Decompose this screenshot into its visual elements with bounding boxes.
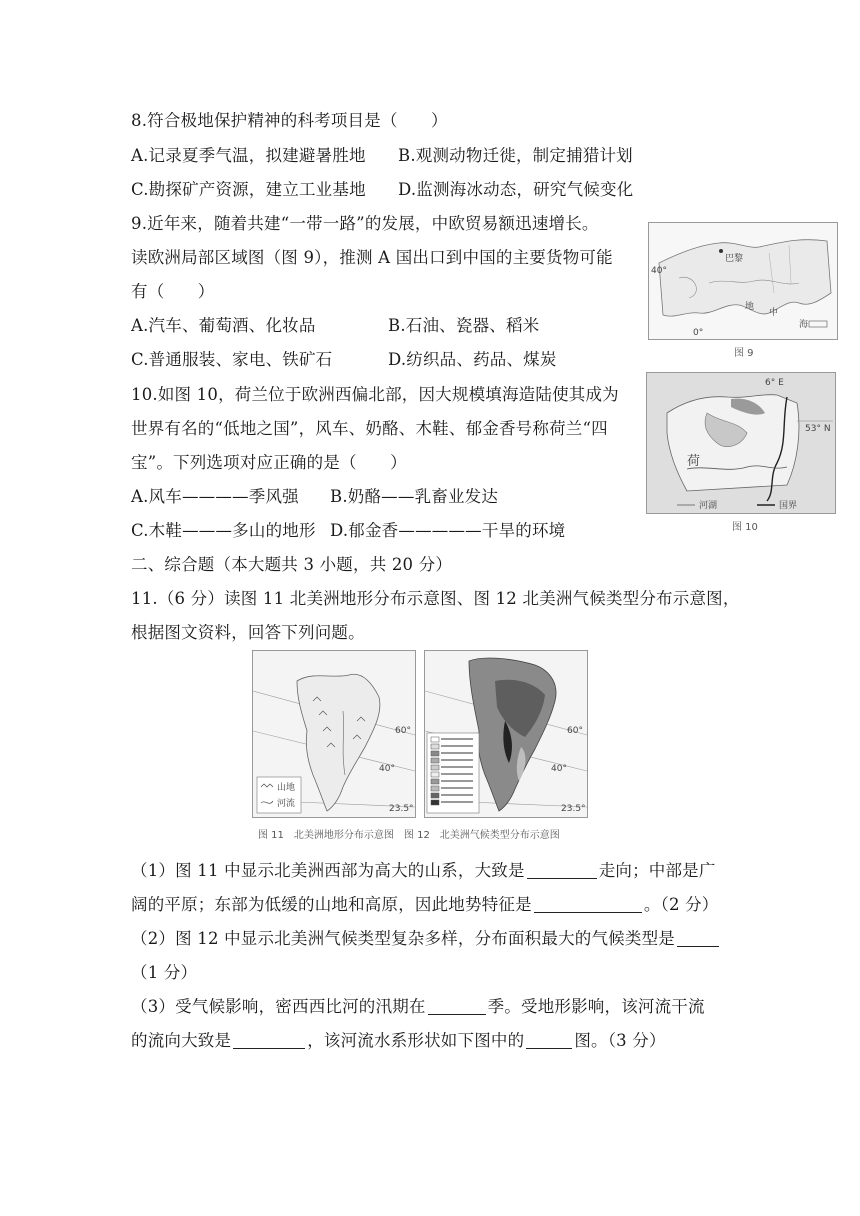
q11-part1-line1: [131, 860, 716, 882]
q9-option-a: A.汽车、葡萄酒、化妆品: [131, 316, 316, 335]
map9-lon-label: 0°: [693, 328, 704, 338]
q9-option-d: D.纺织品、药品、煤炭: [388, 350, 557, 369]
q11-part1-blank-1[interactable]: [527, 860, 597, 879]
map10-lat-label: 53° N: [805, 424, 831, 434]
map9-sea-label-2: 中: [769, 308, 779, 318]
q8-option-c: C.勘探矿产资源，建立工业基地: [131, 180, 366, 199]
q10-option-d: D.郁金香—————干旱的环境: [330, 521, 566, 540]
q11-part3-line1: [131, 996, 705, 1018]
q9-option-c: C.普通服装、家电、铁矿石: [131, 350, 333, 369]
q11-part1-blank-2[interactable]: [534, 894, 642, 913]
q11-part1-text-c: 阔的平原；东部为低缓的山地和高原，因此地势特征是: [131, 895, 532, 914]
figure-11-terrain-map: [252, 650, 416, 818]
fig12-lat23: 23.5°: [561, 804, 586, 814]
q11-part1-text-a: （1）图 11 中显示北美洲西部为高大的山系，大致是: [131, 861, 525, 880]
q11-part3-blank-2[interactable]: [233, 1030, 305, 1049]
q11-part1-text-b: 走向；中部是广: [598, 861, 716, 880]
q11-part1-text-d: 。（2 分）: [643, 895, 719, 914]
fig12-lat60: 60°: [567, 726, 583, 736]
q11-part3-text-c: 的流向大致是: [131, 1031, 232, 1050]
fig11-lat40: 40°: [379, 764, 395, 774]
q11-part3-blank-3[interactable]: [526, 1030, 572, 1049]
q8-stem: 8.符合极地保护精神的科考项目是（ ）: [131, 111, 448, 130]
q11-part3-blank-1[interactable]: [428, 996, 486, 1015]
fig11-legend-river: 河流: [277, 799, 296, 809]
q8-option-a: A.记录夏季气温，拟建避暑胜地: [131, 146, 366, 165]
q9-stem-line2: 读欧洲局部区域图（图 9），推测 A 国出口到中国的主要货物可能: [131, 248, 613, 267]
map9-sea-label-3: 海: [799, 320, 809, 330]
map10-legend-border: 国界: [779, 501, 798, 511]
figure-10-caption: 图 10: [732, 522, 758, 533]
q10-stem-line3: 宝”。下列选项对应正确的是（ ）: [131, 453, 407, 472]
q11-part2-text-a: （2）图 12 中显示北美洲气候类型复杂多样，分布面积最大的气候类型是: [131, 929, 675, 948]
q11-part3-text-a: （3）受气候影响，密西西比河的汛期在: [131, 997, 426, 1016]
fig11-legend-mountain: 山地: [277, 783, 296, 793]
figure-9-caption: 图 9: [734, 348, 754, 359]
q10-option-c: C.木鞋———多山的地形: [131, 521, 316, 540]
q11-part3-line2: [131, 1030, 666, 1052]
q9-stem-line1: 9.近年来，随着共建“一带一路”的发展，中欧贸易额迅速增长。: [131, 214, 599, 233]
q11-part3-text-b: 季。受地形影响，该河流干流: [487, 997, 705, 1016]
map9-sea-label-1: 地: [745, 302, 755, 312]
q11-part1-line2: [131, 894, 719, 916]
map9-lat-label: 40°: [651, 266, 667, 276]
fig11-lat60: 60°: [395, 726, 411, 736]
q8-option-b: B.观测动物迁徙，制定捕猎计划: [398, 146, 633, 165]
q10-stem-line2: 世界有名的“低地之国”，风车、奶酪、木鞋、郁金香号称荷兰“四: [131, 419, 608, 438]
q10-option-a: A.风车————季风强: [131, 487, 299, 506]
map9-city-label: 巴黎: [725, 254, 744, 264]
q9-option-b: B.石油、瓷器、稻米: [388, 316, 540, 335]
q11-stem-line1: 11.（6 分）读图 11 北美洲地形分布示意图、图 12 北美洲气候类型分布示意图，: [131, 589, 740, 608]
map10-lon-label: 6° E: [765, 378, 784, 388]
q11-stem-line2: 根据图文资料，回答下列问题。: [131, 623, 365, 642]
q10-option-b: B.奶酪——乳畜业发达: [330, 487, 499, 506]
q11-part2-blank[interactable]: [677, 928, 719, 947]
q9-stem-line3: 有（ ）: [131, 282, 215, 301]
figure-12-climate-map: [424, 650, 588, 818]
q11-part2-line1: [131, 928, 721, 950]
q11-part3-text-e: 图。（3 分）: [574, 1031, 666, 1050]
q11-part3-text-d: ，该河流水系形状如下图中的: [307, 1031, 525, 1050]
q10-stem-line1: 10.如图 10，荷兰位于欧洲西偏北部，因大规模填海造陆使其成为: [131, 385, 619, 404]
map10-country-label: 荷: [687, 454, 701, 469]
q8-option-d: D.监测海冰动态，研究气候变化: [398, 180, 634, 199]
q11-part2-score: （1 分）: [131, 963, 198, 982]
section-2-title: 二、综合题（本大题共 3 小题，共 20 分）: [131, 555, 453, 574]
map10-legend-river: 河湖: [699, 501, 718, 511]
fig12-lat40: 40°: [551, 764, 567, 774]
figure-9-europe-map: [648, 222, 838, 340]
figure-10-netherlands-map: [646, 372, 836, 514]
fig11-lat23: 23.5°: [389, 804, 414, 814]
figures-11-12-caption: 图 11 北美洲地形分布示意图 图 12 北美洲气候类型分布示意图: [258, 830, 560, 841]
